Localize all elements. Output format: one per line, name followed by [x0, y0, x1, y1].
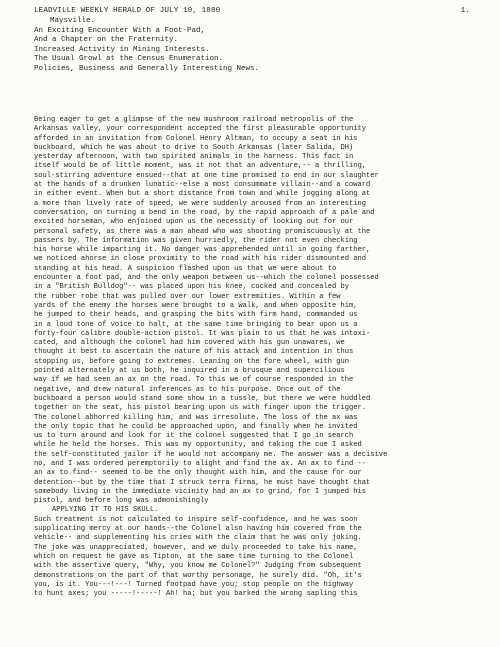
article-line: the only topic that he could be approached upon, and finally when he invited	[34, 422, 358, 431]
article-line: the self-constituted jailor if he would not accompany me. The answer was a decisive	[34, 450, 388, 459]
article-line: passers by. The information was given hurriedly, the rider not even checking	[34, 236, 358, 245]
article-line: which on request he gave as Tipton, at the same time turning to the Colonel	[34, 552, 354, 561]
article-line: his horse while imparting it. No danger was apprehended until in going farther,	[34, 246, 371, 255]
article-line: the rubber robe that was pulled over our lower extremities. Within a few	[34, 292, 341, 301]
article-line: excited horseman, who enjoined upon us the necessity of looking out for our	[34, 218, 354, 227]
article-line: together on the seat, his pistol bearing upon us with finger upon the trigger.	[34, 404, 367, 413]
article-line: with the assertive query, "Why, you know me Colonel?" Judging from subsequent	[34, 562, 362, 571]
article-line: encounter a foot pad, and the only weapon between us--which the colonel possessed	[34, 274, 379, 283]
article-line: demonstrations on the part of that worthy personage, he surely did. "Oh, it's	[34, 571, 362, 580]
article-line: vehicle-- and supplementing his cries with the claim that he was only joking.	[34, 534, 362, 543]
article-line: negative, and drew natural inferences as to his purpose. Once out of the	[34, 385, 341, 394]
article-line: yesterday afternoon, with two spirited animals in the harness. This fact in	[34, 153, 354, 162]
headline: The Usual Growl at the Census Enumeration.	[34, 55, 224, 64]
article-line: standing at his head. A suspicion flashed upon us that we were about to	[34, 264, 337, 273]
article-line: Such treatment is not calculated to inspire self-confidence, and he was soon	[34, 515, 358, 524]
headline: An Exciting Encounter With a Foot-Pad,	[34, 26, 206, 35]
article-line: to hunt axes; you -----!-----! Ah! ha; but you barked the wrong sapling this	[34, 590, 358, 599]
headline-dateline: Maysville.	[50, 17, 96, 25]
headline-stack	[34, 17, 464, 75]
article-line: pistol, and before long was admonishingly	[34, 497, 209, 506]
article-line: The colonel abhorred killing him, and was irresolute. The loss of the ax was	[34, 413, 358, 422]
page-header	[34, 6, 470, 16]
article-line: an ax to find-- seemed to be the only thought with him, and the cause for our	[34, 469, 362, 478]
article-line: in a "British Bulldog"-- was placed upon his knee, cocked and concealed by	[34, 283, 350, 292]
article-line: us to turn around and look for it the colonel suggested that I go in search	[34, 432, 354, 441]
article-subhead: APPLYING IT TO HIS SKULL.	[52, 506, 159, 515]
article-line: no, and I was ordered peremptorily to alight and find the ax. An ax to find --	[34, 459, 367, 468]
headline: Policies, Business and Generally Interesting News.	[34, 64, 260, 73]
article-line: somebody living in the immediate vicinity had an ax to grind, for I jumped his	[34, 487, 367, 496]
article-line: in either event. When but a short distance from town and while jogging along at	[34, 190, 371, 199]
article-line: The joke was unappreciated, however, and we duly proceeded to take his name,	[34, 543, 358, 552]
article-line: forty-four calibre double-action pistol. It was plain to us that he was intoxi-	[34, 329, 371, 338]
article-line: a more than lively rate of speed, we were suddenly aroused from an interesting	[34, 199, 367, 208]
article-line: buckboard a person would stand some show in a tussle, but there we were huddled	[34, 394, 371, 403]
article-line: personal safety, as there was a man ahead who was shooting promiscuously at the	[34, 227, 371, 236]
article-line: stopping us, before going to extremes. Leaning on the fore wheel, with gun	[34, 357, 350, 366]
article-line: afforded in an invitation from Colonel Henry Altman, to occupy a seat in his	[34, 134, 358, 143]
page-number: 1.	[460, 7, 470, 15]
article-line: itself would be of little moment, was it not that an adventure,-- a thrilling,	[34, 162, 367, 171]
article-line: cated, and although the colonel had him covered with his gun unawares, we	[34, 339, 345, 348]
article-line: we noticed ahorse in close proximity to the road with his rider dismounted and	[34, 255, 367, 264]
article-line: you, is it. You---!---! Turned footpad have you; stop people on the highway	[34, 580, 354, 589]
article-line: supplicating mercy at our hands--the Colonel also having him covered from the	[34, 525, 362, 534]
article-line: pointed alternately at us both, he inquired in a brusque and supercilious	[34, 367, 345, 376]
article-line: soul-stirring adventure ensued--that at one time promised to end in our slaughter	[34, 171, 379, 180]
article-line: conversation, on turning a bend in the road, by the rapid approach of a pale and	[34, 208, 375, 217]
article-line: yards of the enemy the horses were brought to a walk, and when opposite him,	[34, 301, 358, 310]
article-line: Arkansas valley, your correspondent accepted the first pleasurable opportunity	[34, 125, 367, 134]
headline: Increased Activity in Mining Interests.	[34, 45, 210, 54]
article-line: buckboard, which he was about to drive to South Arkansas (later Salida, DH)	[34, 143, 354, 152]
newspaper-title: LEADVILLE WEEKLY HERALD OF JULY 10, 1880	[34, 7, 221, 15]
article-line: Being eager to get a glimpse of the new mushroom railroad metropolis of the	[34, 116, 354, 124]
article-line: thought it best to ascertain the nature of his attack and intention in thus	[34, 348, 354, 357]
article-body	[34, 116, 474, 599]
article-line: way if we had seen an ax on the road. To this we of course responded in the	[34, 376, 354, 385]
article-line: in a loud tone of voice to halt, at the same time bringing to bear upon us a	[34, 320, 358, 329]
article-line: while he held the horses. This was my opportunity, and taking the cue I asked	[34, 441, 362, 450]
headline: And a Chapter on the Fraternity.	[34, 36, 179, 45]
article-line: at the hands of a drunken lunatic--else a most consummate villain--and a coward	[34, 181, 371, 190]
article-line: he jumped to their heads, and grasping the bits with firm hand, commanded us	[34, 311, 358, 320]
article-line: detention--but by the time that I struck terra firma, he must have thought that	[34, 478, 371, 487]
